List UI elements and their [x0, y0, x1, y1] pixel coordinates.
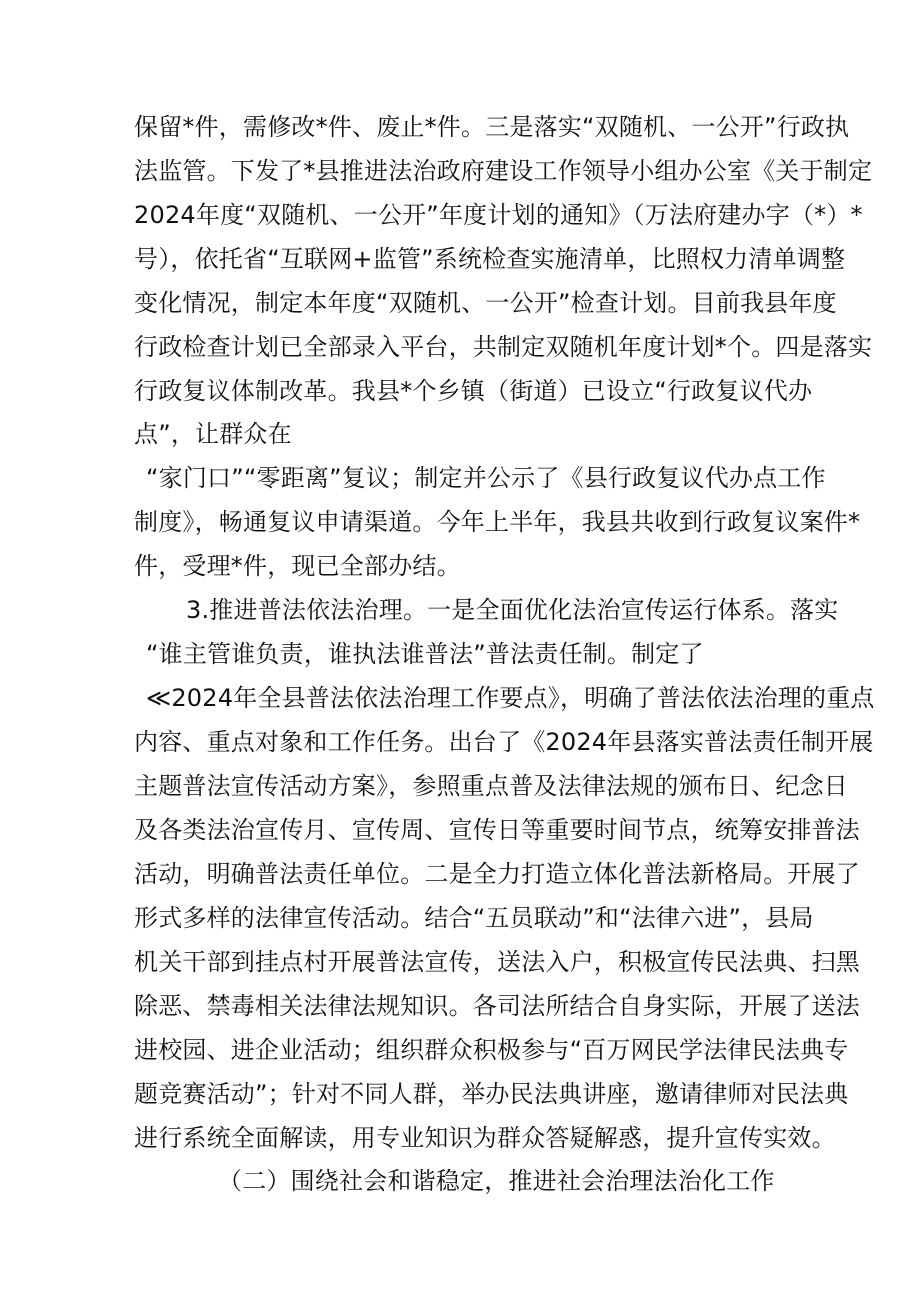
- body-line: 制度》，畅通复议申请渠道。今年上半年，我县共收到行政复议案件*: [134, 508, 861, 536]
- body-line: “谁主管谁负责，谁执法谁普法”普法责任制。制定了: [146, 640, 704, 668]
- body-line: 变化情况，制定本年度“双随机、一公开”检查计划。目前我县年度: [134, 289, 837, 317]
- body-line: 件，受理*件，现已全部办结。: [134, 552, 461, 580]
- body-line: 保留*件，需修改*件、废止*件。三是落实“双随机、一公开”行政执: [134, 113, 850, 141]
- body-line: 行政检查计划已全部录入平台，共制定双随机年度计划*个。四是落实: [134, 333, 873, 361]
- body-line: 进校园、进企业活动；组织群众积极参与“百万网民学法律民法典专: [134, 1036, 849, 1064]
- body-line: 号），依托省“互联网+监管”系统检查实施清单，比照权力清单调整: [134, 245, 846, 273]
- body-line: 除恶、禁毒相关法律法规知识。各司法所结合自身实际，开展了送法: [134, 992, 860, 1020]
- body-line: 进行系统全面解读，用专业知识为群众答疑解惑，提升宣传实效。: [134, 1124, 836, 1152]
- body-line: 点”，让群众在: [134, 420, 292, 448]
- body-line: 内容、重点对象和工作任务。出台了《2024年县落实普法责任制开展: [134, 728, 874, 756]
- body-line: “家门口”“零距离”复议；制定并公示了《县行政复议代办点工作: [146, 464, 826, 492]
- body-line: 主题普法宣传活动方案》，参照重点普及法律法规的颁布日、纪念日: [134, 772, 848, 800]
- body-line: 机关干部到挂点村开展普法宣传，送法入户，积极宣传民法典、扫黑: [134, 948, 860, 976]
- body-line: 2024年度“双随机、一公开”年度计划的通知》（万法府建办字（*）*: [134, 201, 863, 229]
- body-line: 行政复议体制改革。我县*个乡镇（街道）已设立“行政复议代办: [134, 377, 813, 405]
- body-line: 形式多样的法律宣传活动。结合“五员联动”和“法律六进”，县局: [134, 904, 814, 932]
- body-line: 题竞赛活动”；针对不同人群，举办民法典讲座，邀请律师对民法典: [134, 1080, 849, 1108]
- body-line: 及各类法治宣传月、宣传周、宣传日等重要时间节点，统筹安排普法: [134, 816, 860, 844]
- section-heading-3: 3.推进普法依法治理。一是全面优化法治宣传运行体系。落实: [186, 596, 839, 624]
- body-line: 活动，明确普法责任单位。二是全力打造立体化普法新格局。开展了: [134, 860, 860, 888]
- body-line: 法监管。下发了*县推进法治政府建设工作领导小组办公室《关于制定: [134, 157, 873, 185]
- section-heading-2: （二）围绕社会和谐稳定，推进社会治理法治化工作: [218, 1167, 775, 1195]
- body-line: ≪2024年全县普法依法治理工作要点》，明确了普法依法治理的重点: [146, 684, 875, 712]
